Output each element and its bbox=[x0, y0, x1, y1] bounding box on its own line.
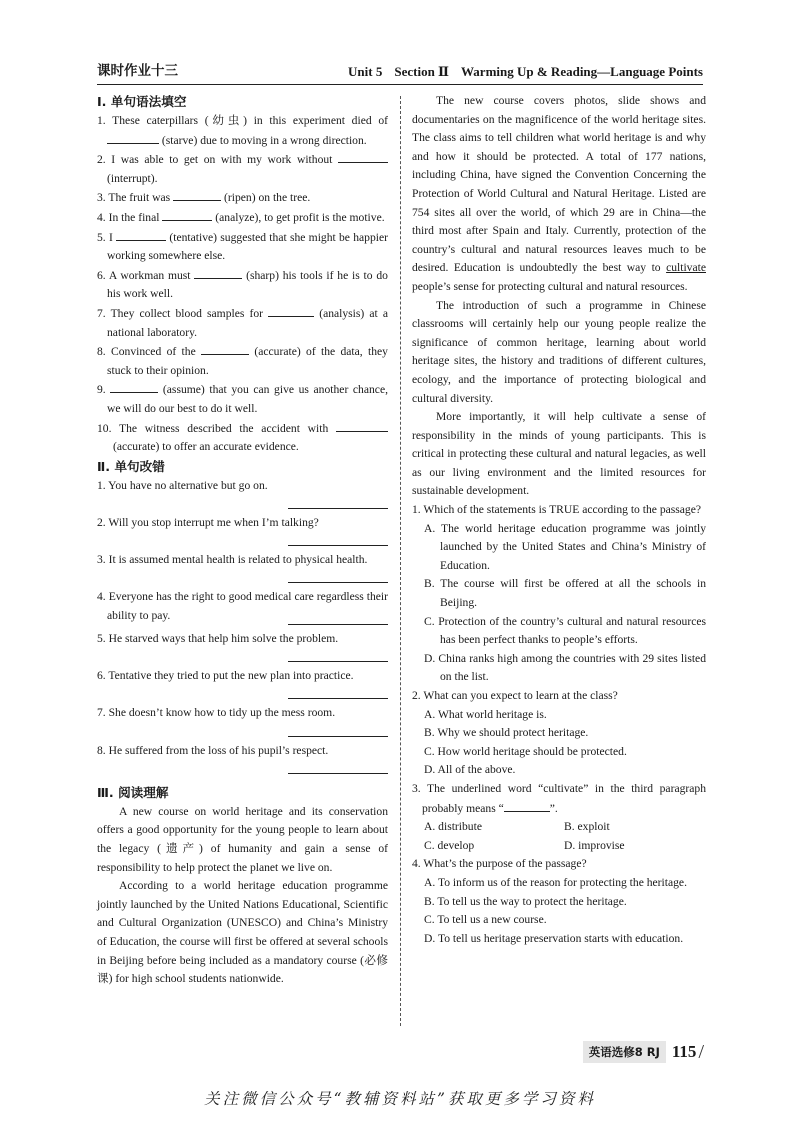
blank-2[interactable] bbox=[338, 150, 388, 163]
answer-line-4[interactable] bbox=[97, 611, 388, 630]
q2-option-d[interactable]: D. All of the above. bbox=[424, 763, 516, 777]
unit-label: Unit 5 bbox=[348, 64, 383, 79]
q2-option-a[interactable]: A. What world heritage is. bbox=[424, 707, 547, 721]
answer-line-2[interactable] bbox=[97, 532, 388, 551]
section-label: Section Ⅱ bbox=[394, 64, 450, 79]
underlined-word: cultivate bbox=[666, 261, 706, 275]
correction-item-3: 3. It is assumed mental health is related to physical health. bbox=[97, 553, 368, 567]
blank-9[interactable] bbox=[110, 380, 158, 393]
page-slash-decoration: / bbox=[698, 1040, 704, 1063]
page-footer bbox=[583, 1040, 704, 1064]
fill-item-10: 10. The witness described the accident with (accurate) to offer an accurate evidence. bbox=[97, 419, 388, 457]
q4-option-b[interactable]: B. To tell us the way to protect the heritage. bbox=[424, 894, 627, 908]
fill-item-9: 9. (assume) that you can give us another chance, we will do our best to do it well. bbox=[97, 380, 388, 418]
blank-7[interactable] bbox=[268, 304, 314, 317]
question-4: 4. What’s the purpose of the passage? bbox=[412, 857, 587, 871]
fill-item-3: 3. The fruit was (ripen) on the tree. bbox=[97, 188, 388, 208]
part3-title: Ⅲ. 阅读理解 bbox=[97, 784, 169, 800]
blank-6[interactable] bbox=[194, 266, 242, 279]
fill-item-8: 8. Convinced of the (accurate) of the data, they stuck to their opinion. bbox=[97, 342, 388, 380]
correction-item-8: 8. He suffered from the loss of his pupil’s respect. bbox=[97, 743, 329, 757]
question-3: 3. The underlined word “cultivate” in the third paragraph probably means “ ”. bbox=[412, 781, 706, 815]
passage-paragraph-4: The introduction of such a programme in Chinese classrooms will certainly help our young people realize the significance of common heritage, learning about world heritage sites, the history and traditions of different cultures, ecology, and the importance of protecting biological and cultural diversity. bbox=[412, 298, 706, 405]
q3-option-b[interactable]: B. exploit bbox=[564, 820, 610, 834]
passage-paragraph-3: The new course covers photos, slide shows and documentaries on the magnificence of the world heritage sites. The class aims to tell children what world heritage is and why and how it should be protected. A total of 177 nations, including China, have signed the Convention Concerning the Protection of World Cultural and Natural Heritage. Listed are 754 sites all over the world, of which 29 are in China—the third most after Spain and Italy. Currently, protection of the country’s cultural and natural resources leaves much to be desired. Education is undoubtedly the best way to cultivate people’s sense for protecting cultural and natural resources. bbox=[412, 94, 706, 293]
column-divider bbox=[400, 96, 401, 1026]
blank-1[interactable] bbox=[107, 131, 159, 144]
fill-item-1: 1. These caterpillars (幼虫) in this experiment died of (starve) due to moving in a wrong direction. bbox=[97, 114, 388, 147]
right-column bbox=[412, 92, 706, 948]
q1-option-d[interactable]: D. China ranks high among the countries with 29 sites listed on the list. bbox=[424, 651, 706, 684]
page-number: 115 bbox=[671, 1041, 697, 1061]
q2-option-b[interactable]: B. Why we should protect heritage. bbox=[424, 726, 589, 740]
q1-option-a[interactable]: A. The world heritage education programme was jointly launched by the United States and China’s Ministry of Education. bbox=[424, 521, 706, 572]
blank-8[interactable] bbox=[201, 342, 249, 355]
q4-option-d[interactable]: D. To tell us heritage preservation starts with education. bbox=[424, 931, 684, 945]
answer-line-5[interactable] bbox=[97, 649, 388, 668]
part2-title: Ⅱ. 单句改错 bbox=[97, 458, 165, 474]
q1-option-c[interactable]: C. Protection of the country’s cultural and natural resources has been perfect thanks to people’s efforts. bbox=[424, 614, 706, 647]
lesson-title: Warming Up & Reading—Language Points bbox=[461, 64, 703, 79]
answer-line-7[interactable] bbox=[97, 723, 388, 742]
correction-item-5: 5. He starved ways that help him solve the problem. bbox=[97, 632, 339, 646]
page-header bbox=[97, 60, 703, 85]
question-2: 2. What can you expect to learn at the class? bbox=[412, 689, 618, 702]
assignment-title: 课时作业十三 bbox=[97, 63, 178, 79]
answer-line-8[interactable] bbox=[97, 760, 388, 779]
q3-option-c[interactable]: C. develop bbox=[424, 838, 475, 852]
correction-item-1: 1. You have no alternative but go on. bbox=[97, 478, 268, 492]
part1-title: Ⅰ. 单句语法填空 bbox=[97, 94, 187, 109]
passage-paragraph-1: A new course on world heritage and its conservation offers a good opportunity for the young people to learn about the legacy (遗产) of humanity and gain a sense of responsibility to help protect the planet we live on. bbox=[97, 804, 388, 874]
q1-option-b[interactable]: B. The course will first be offered at all the schools in Beijing. bbox=[424, 577, 706, 610]
fill-item-6: 6. A workman must (sharp) his tools if he is to do his work well. bbox=[97, 266, 388, 304]
q3-blank[interactable] bbox=[504, 799, 550, 812]
correction-item-7: 7. She doesn’t know how to tidy up the mess room. bbox=[97, 706, 336, 720]
correction-item-2: 2. Will you stop interrupt me when I’m talking? bbox=[97, 515, 319, 529]
question-1: 1. Which of the statements is TRUE according to the passage? bbox=[412, 503, 702, 517]
q3-option-d[interactable]: D. improvise bbox=[564, 838, 625, 852]
blank-10[interactable] bbox=[336, 419, 388, 432]
q3-option-a[interactable]: A. distribute bbox=[424, 820, 482, 834]
correction-item-4: 4. Everyone has the right to good medical care regardless their ability to pay. bbox=[97, 590, 388, 622]
blank-3[interactable] bbox=[173, 188, 221, 201]
blank-5[interactable] bbox=[116, 228, 166, 241]
q3-options-row-1 bbox=[412, 818, 706, 837]
q2-option-c[interactable]: C. How world heritage should be protected. bbox=[424, 744, 627, 758]
q4-option-a[interactable]: A. To inform us of the reason for protecting the heritage. bbox=[424, 875, 687, 889]
book-label: 英语选修8 RJ bbox=[583, 1041, 666, 1064]
fill-item-7: 7. They collect blood samples for (analysis) at a national laboratory. bbox=[97, 304, 388, 342]
blank-4[interactable] bbox=[162, 208, 212, 221]
correction-item-6: 6. Tentative they tried to put the new plan into practice. bbox=[97, 669, 354, 683]
watermark-text: 关注微信公众号“教辅资料站”获取更多学习资料 bbox=[204, 1090, 596, 1108]
fill-item-2: 2. I was able to get on with my work without (interrupt). bbox=[97, 150, 388, 188]
answer-line-3[interactable] bbox=[97, 570, 388, 589]
answer-line-1[interactable] bbox=[97, 495, 388, 514]
left-column bbox=[97, 92, 388, 989]
answer-line-6[interactable] bbox=[97, 686, 388, 705]
passage-paragraph-2: According to a world heritage education programme jointly launched by the United Nations Educational, Scientific and Cultural Organization (UNESCO) and China’s Ministry of Education, the course will first be offered at several schools in Beijing before being included as a mandatory course (必修课) for high school students nationwide. bbox=[97, 879, 388, 986]
q3-options-row-2 bbox=[412, 837, 706, 856]
fill-item-4: 4. In the final (analyze), to get profit is the motive. bbox=[97, 208, 388, 228]
passage-paragraph-5: More importantly, it will help cultivate a sense of responsibility in the minds of young participants. This is critical in protecting these cultural and natural legacies, as well as our living environment and the limited resources for sustainable development. bbox=[412, 410, 706, 498]
fill-item-5: 5. I (tentative) suggested that she might be happier working somewhere else. bbox=[97, 228, 388, 266]
unit-heading bbox=[336, 63, 703, 82]
q4-option-c[interactable]: C. To tell us a new course. bbox=[424, 913, 547, 927]
